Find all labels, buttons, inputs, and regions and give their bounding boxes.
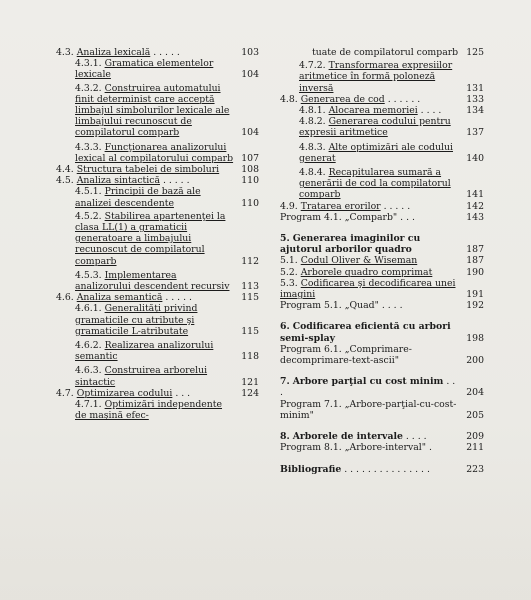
- toc-entry: Program 5.1. „Quad" . . . . 192: [280, 300, 484, 312]
- page-number: 209: [466, 431, 484, 443]
- page-number: 198: [466, 332, 484, 344]
- entry-title: Tratarea erorilor: [300, 200, 381, 212]
- page-number: 200: [466, 355, 484, 367]
- page-number: 211: [466, 442, 484, 454]
- entry-number: 5.1.: [280, 255, 298, 267]
- page-number: 205: [466, 409, 484, 421]
- chapter-title: Arborele de intervale: [292, 431, 403, 443]
- entry-title: Alocarea memoriei: [328, 105, 418, 117]
- entry-title: Implementarea analizorului descendent recursiv: [75, 269, 230, 293]
- paper-shadow: [0, 480, 531, 600]
- toc-entry: [280, 399, 484, 421]
- entry-title: Program 7.1. „Arbore-parţial-cu-cost-minim": [280, 398, 457, 421]
- chapter-number: 8.: [280, 431, 290, 443]
- entry-title: Transformarea expresiilor aritmetice în formă poloneză inversă: [299, 60, 453, 94]
- entry-number: 4.5.2.: [75, 210, 102, 222]
- toc-entry: [56, 340, 259, 362]
- entry-title: Construirea automatului finit determinist care acceptă limbajul simbolurilor lexicale ale limbajului recunoscut de compilatorul comparb: [75, 82, 230, 139]
- entry-number: 4.8.3.: [299, 141, 326, 153]
- page-number: 141: [466, 189, 484, 201]
- chapter-number: 7.: [280, 376, 290, 388]
- toc-entry: 4.8.1. Alocarea memoriei . . . . 134: [299, 105, 484, 117]
- toc-entry: [280, 116, 484, 138]
- toc-entry: 4.7. Optimizarea codului . . . 124: [56, 387, 259, 399]
- toc-chapter: [280, 321, 484, 343]
- toc-entry: [280, 267, 484, 278]
- entry-title: Stabilirea apartenenţei la clasa LL(1) a gramaticii generatoare a limbajului recunoscut de compilatorul comparb: [75, 210, 226, 267]
- entry-number: 4.8.2.: [299, 116, 326, 128]
- toc-entry: [56, 365, 259, 387]
- toc-entry: [56, 399, 259, 421]
- page-number: 107: [241, 152, 259, 164]
- chapter-number: 6.: [280, 321, 290, 333]
- entry-title: Funcţionarea analizorului lexical al compilatorului comparb: [75, 141, 234, 164]
- bibliography-title: Bibliografie: [280, 463, 342, 475]
- toc-bibliography: Bibliografie . . . . . . . . . . . . . . . 223: [280, 463, 484, 475]
- toc-entry: [280, 344, 484, 366]
- entry-number: 4.3.2.: [75, 82, 102, 94]
- page-number: 142: [466, 200, 484, 212]
- toc-entry: [56, 211, 259, 267]
- page-number: 110: [241, 175, 259, 187]
- entry-number: 5.2.: [280, 266, 298, 278]
- entry-title: Program 8.1. „Arbore-interval": [280, 442, 426, 454]
- toc-entry: [280, 142, 484, 164]
- entry-number: 4.6.2.: [75, 340, 102, 352]
- chapter-title: Generarea imaginilor cu ajutorul arborilor quadro: [280, 233, 421, 256]
- page-number: 124: [241, 387, 259, 399]
- page-number: 104: [241, 127, 259, 139]
- entry-title: Generalităţi privind gramaticile cu atribute şi gramaticile L-atributate: [75, 303, 198, 337]
- toc-entry: 4.6. Analiza semantică . . . . . 115: [56, 292, 259, 304]
- page-number: 133: [466, 93, 484, 105]
- chapter-number: 5.: [280, 233, 290, 245]
- entry-title: Program 6.1. „Comprimare-decomprimare-text-ascii": [280, 343, 412, 367]
- toc-entry: [56, 164, 259, 175]
- entry-number: 4.6.3.: [75, 365, 102, 377]
- entry-title: Generarea de cod: [300, 93, 385, 105]
- toc-chapter: 7. Arbore parţial cu cost minim . . . 204: [280, 376, 484, 399]
- page-number: 190: [466, 266, 484, 278]
- entry-title: Analiza sintactică: [76, 175, 160, 187]
- chapter-title: Arbore parţial cu cost minim: [292, 376, 444, 388]
- page-number: 121: [241, 376, 259, 388]
- entry-number: 4.8.4.: [299, 167, 326, 179]
- chapter-title: Codificarea eficientă cu arbori semi-splay: [280, 321, 451, 344]
- toc-entry: 4.9. Tratarea erorilor . . . . . 142: [280, 200, 484, 212]
- page-number: 110: [241, 197, 259, 209]
- toc-entry: [280, 278, 484, 300]
- toc-entry: [280, 255, 484, 266]
- toc-entry: 4.5. Analiza sintactică . . . . . 110: [56, 175, 259, 187]
- toc-entry: 4.8. Generarea de cod . . . . . . 133: [280, 93, 484, 105]
- page-number: 191: [466, 289, 484, 301]
- entry-title: Construirea arborelui sintactic: [75, 365, 208, 388]
- page-number: 115: [241, 325, 259, 337]
- toc-chapter: [280, 233, 484, 255]
- page-number: 143: [466, 211, 484, 223]
- entry-number: 4.5.1.: [75, 186, 102, 198]
- entry-title: Principii de bază ale analizei descendente: [75, 186, 201, 209]
- toc-entry: [56, 83, 259, 139]
- page-number: 131: [466, 82, 484, 94]
- entry-title: tuate de compilatorul comparb: [312, 47, 459, 58]
- entry-title: Alte optimizări ale codului generat: [299, 141, 453, 164]
- entry-title: Arborele quadro comprimat: [300, 266, 433, 278]
- entry-number: 5.3.: [280, 277, 298, 289]
- toc-entry: [280, 47, 484, 58]
- toc-entry: [56, 270, 259, 292]
- entry-number: 4.4.: [56, 164, 74, 176]
- entry-title: Structura tabelei de simboluri: [76, 164, 220, 176]
- page-number: 223: [466, 463, 484, 475]
- page-number: 140: [466, 152, 484, 164]
- entry-number: 4.6.1.: [75, 303, 102, 315]
- toc-entry: [56, 58, 259, 80]
- entry-title: Recapitularea sumară a generării de cod la compilatorul comparb: [299, 167, 451, 201]
- toc-entry: Program 4.1. „Comparb" . . . 143: [280, 211, 484, 223]
- toc-entry: 4.3. Analiza lexicală . . . . . 103: [56, 47, 259, 58]
- entry-title: Optimizări independente de maşină efec-: [75, 399, 223, 422]
- entry-number: 4.8.1.: [299, 105, 326, 117]
- entry-title: Generarea codului pentru expresii aritmetice: [299, 116, 451, 139]
- entry-title: Codificarea şi decodificarea unei imagini: [280, 277, 456, 301]
- toc-left-column: [56, 47, 259, 422]
- page-number: 192: [466, 300, 484, 312]
- toc-entry: [56, 186, 259, 208]
- entry-number: 4.5.: [56, 175, 74, 187]
- toc-entry: Program 8.1. „Arbore-interval" . 211: [280, 442, 484, 454]
- page-number: 103: [241, 47, 259, 58]
- entry-number: 4.9.: [280, 200, 298, 212]
- page-number: 187: [466, 244, 484, 256]
- toc-entry: [56, 142, 259, 164]
- toc-chapter: 8. Arborele de intervale . . . . 209: [280, 431, 484, 443]
- entry-title: Optimizarea codului: [76, 387, 173, 399]
- page-number: 112: [241, 255, 259, 267]
- entry-number: 4.7.1.: [75, 399, 102, 411]
- toc-entry: [280, 60, 484, 94]
- page-number: 115: [241, 292, 259, 304]
- page-number: 118: [241, 351, 259, 363]
- entry-title: Codul Oliver & Wiseman: [300, 255, 418, 267]
- entry-title: Analiza lexicală: [76, 47, 151, 58]
- entry-number: 4.3.: [56, 47, 74, 58]
- page-number: 113: [241, 281, 259, 293]
- entry-title: Gramatica elementelor lexicale: [75, 58, 214, 81]
- page-number: 137: [466, 127, 484, 139]
- entry-title: Analiza semantică: [76, 292, 163, 304]
- page-number: 204: [466, 387, 484, 399]
- toc-entry: [56, 303, 259, 337]
- toc-entry: [280, 167, 484, 201]
- entry-title: Realizarea analizorului semantic: [75, 340, 214, 363]
- entry-number: 4.6.: [56, 292, 74, 304]
- entry-number: 4.7.2.: [299, 60, 326, 72]
- entry-title: Program 5.1. „Quad": [280, 300, 379, 312]
- entry-number: 4.5.3.: [75, 269, 102, 281]
- page-number: 108: [241, 164, 259, 176]
- page-number: 104: [241, 69, 259, 81]
- page-number: 125: [466, 47, 484, 58]
- page-number: 187: [466, 255, 484, 267]
- entry-number: 4.8.: [280, 93, 298, 105]
- page-number: 134: [466, 105, 484, 117]
- entry-number: 4.3.1.: [75, 58, 102, 70]
- entry-number: 4.7.: [56, 387, 74, 399]
- entry-number: 4.3.3.: [75, 141, 102, 153]
- entry-title: Program 4.1. „Comparb": [280, 211, 398, 223]
- toc-right-column: [280, 47, 484, 475]
